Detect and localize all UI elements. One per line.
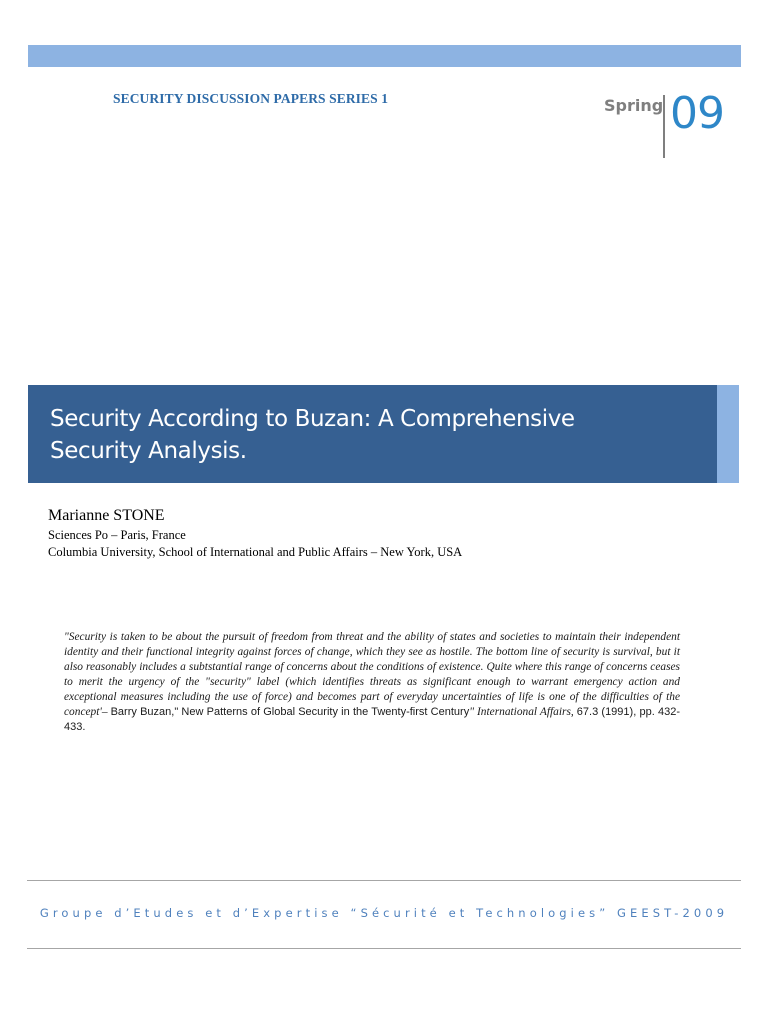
citation-journal: " International Affairs, (469, 706, 574, 718)
author-affiliation: Sciences Po – Paris, France (48, 528, 186, 542)
season-divider (663, 95, 665, 158)
epigraph-quote (64, 630, 680, 735)
citation-details: 67.3 (1991), pp. 432-433. (64, 706, 680, 733)
document-title (50, 403, 690, 467)
title-band-accent (717, 385, 739, 483)
author-affiliation: Columbia University, School of International and Public Affairs – New York, USA (48, 545, 463, 559)
footer-rule-bottom (27, 948, 741, 949)
title-line-1: Security According to Buzan: A Comprehensive (50, 406, 575, 432)
footer-text: Groupe d’Etudes et d’Expertise “Sécurité et Technologies” GEEST-2009 (39, 906, 729, 920)
author-name: Marianne STONE (48, 507, 165, 524)
title-line-2: Security Analysis. (50, 438, 247, 464)
quote-text: "Security is taken to be about the pursuit of freedom from threat and the ability of states and societies to maintain their independent identity and their functional integrity against forces of change, which they see as hostile. The bottom line of security is survival, but it also reasonably includes a subtstantial range of concerns about the conditions of existence. Quite where this range of concerns ceases to merit the urgency of the "security" label (which identifies threats as significant enough to warrant emergency action and exceptional measures including the use of force) and becomes part of everyday uncertainties of life is one of the difficulties of the concept'– (64, 631, 680, 718)
season-label: Spring (604, 96, 664, 115)
citation-author: Barry Buzan," New Patterns of Global Security in the Twenty-first Century (110, 706, 470, 718)
top-header-band (28, 45, 741, 67)
year-number: 09 (670, 88, 724, 139)
footer-rule-top (27, 880, 741, 881)
series-label: SECURITY DISCUSSION PAPERS SERIES 1 (113, 91, 389, 106)
